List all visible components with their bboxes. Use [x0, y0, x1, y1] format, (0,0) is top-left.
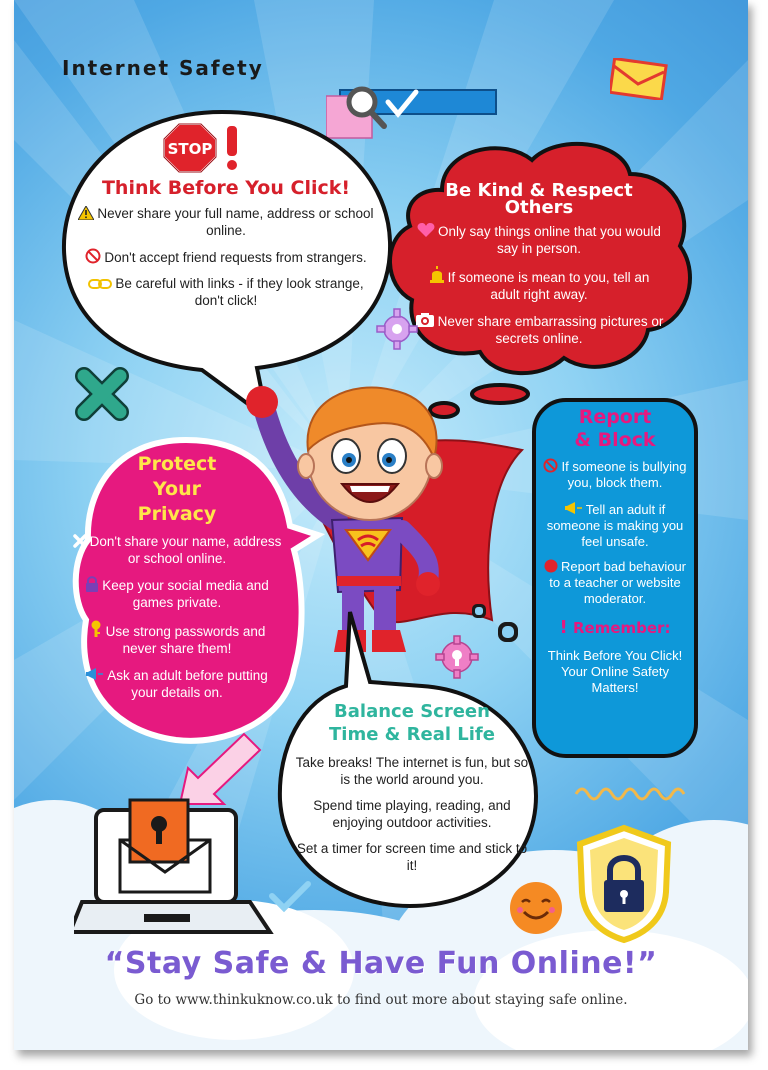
- remember-label: [540, 616, 690, 640]
- think-heading: Think Before You Click!: [101, 177, 351, 199]
- balance-heading: [294, 700, 530, 746]
- padlock-icon: [85, 576, 99, 592]
- smiley-face-icon: [508, 880, 564, 936]
- report-item-text: Report bad behaviour to a teacher or website moderator.: [549, 559, 687, 606]
- squiggle-decoration: [574, 780, 694, 804]
- report-item: [540, 458, 690, 491]
- remember-label-text: Remember:: [572, 619, 671, 637]
- privacy-item: [72, 666, 282, 701]
- report-item-text: If someone is bullying you, block them.: [561, 459, 687, 490]
- key-icon: [89, 620, 103, 638]
- no-entry-icon: [543, 458, 558, 473]
- privacy-heading-line: Privacy: [137, 503, 217, 525]
- report-item: [540, 500, 690, 550]
- warning-icon: [78, 206, 94, 220]
- think-item: [76, 275, 376, 309]
- report-item: [540, 559, 690, 607]
- checkmark-icon: [268, 880, 312, 914]
- cross-icon: [73, 534, 87, 548]
- alarm-light-icon: [429, 266, 445, 284]
- kind-item-text: If someone is mean to you, tell an adult right away.: [447, 270, 650, 302]
- balance-item: Spend time playing, reading, and enjoying outdoor activities.: [313, 798, 511, 830]
- stop-badge-text: STOP: [167, 140, 213, 158]
- exclamation-icon: !: [559, 617, 568, 638]
- privacy-item: [72, 620, 282, 657]
- link-icon: [88, 278, 112, 290]
- footer-text: Go to www.thinkuknow.co.uk to find out more about staying safe online.: [134, 992, 628, 1008]
- laptop-envelope-icon: [74, 792, 274, 940]
- heart-icon: [417, 222, 435, 238]
- privacy-item-text: Ask an adult before putting your details on.: [107, 668, 268, 700]
- think-item-text: Never share your full name, address or school online.: [97, 206, 374, 238]
- report-heading-line: Report: [578, 406, 652, 428]
- privacy-content: [72, 452, 282, 710]
- kind-item-text: Only say things online that you would say in person.: [438, 224, 661, 256]
- kind-heading: Be Kind & Respect Others: [445, 180, 633, 218]
- report-heading: [540, 406, 690, 452]
- privacy-item-text: Use strong passwords and never share them!: [105, 624, 266, 656]
- balance-content: [294, 700, 530, 883]
- think-item-text: Be careful with links - if they look strange, don't click!: [115, 276, 364, 308]
- report-item-text: Tell an adult if someone is making you feel unsafe.: [546, 502, 684, 549]
- privacy-heading-line: Protect: [137, 453, 217, 475]
- x-mark-icon: [72, 366, 132, 422]
- slogan: “Stay Safe & Have Fun Online!”: [104, 946, 658, 981]
- page-title: Internet Safety: [62, 56, 264, 80]
- megaphone-icon: [86, 666, 104, 682]
- kind-item: [414, 266, 664, 303]
- red-dot-icon: [544, 559, 558, 573]
- privacy-item: [72, 576, 282, 611]
- privacy-item: [72, 533, 282, 567]
- privacy-item-text: Don't share your name, address or school online.: [89, 534, 282, 566]
- think-item: [76, 248, 376, 266]
- balance-heading-line: Time & Real Life: [329, 724, 495, 745]
- megaphone-icon: [565, 500, 583, 516]
- balance-item: Set a timer for screen time and stick to it!: [296, 841, 528, 873]
- balance-item: Take breaks! The internet is fun, but so is the world around you.: [295, 755, 529, 787]
- privacy-heading: [72, 452, 282, 527]
- gear-icon: [376, 308, 418, 350]
- kind-item: [414, 222, 664, 257]
- report-heading-line: & Block: [574, 429, 656, 451]
- poster: [14, 0, 748, 1050]
- think-content: [76, 177, 376, 318]
- exclamation-icon: [224, 124, 240, 172]
- report-content: [540, 406, 690, 705]
- no-entry-icon: [85, 248, 101, 264]
- remember-text: Think Before You Click! Your Online Safety Matters!: [547, 648, 683, 695]
- balance-heading-line: Balance Screen: [334, 701, 490, 722]
- stop-sign-icon: [162, 122, 218, 174]
- think-item: [76, 205, 376, 239]
- think-item-text: Don't accept friend requests from strangers.: [104, 250, 367, 265]
- privacy-item-text: Keep your social media and games private.: [102, 578, 269, 610]
- kind-content: [414, 182, 664, 356]
- envelope-icon: [610, 58, 668, 100]
- shield-lock-icon: [574, 824, 674, 944]
- kind-item: [414, 312, 664, 347]
- kind-item-text: Never share embarrassing pictures or secrets online.: [437, 314, 664, 346]
- privacy-heading-line: Your: [153, 478, 201, 500]
